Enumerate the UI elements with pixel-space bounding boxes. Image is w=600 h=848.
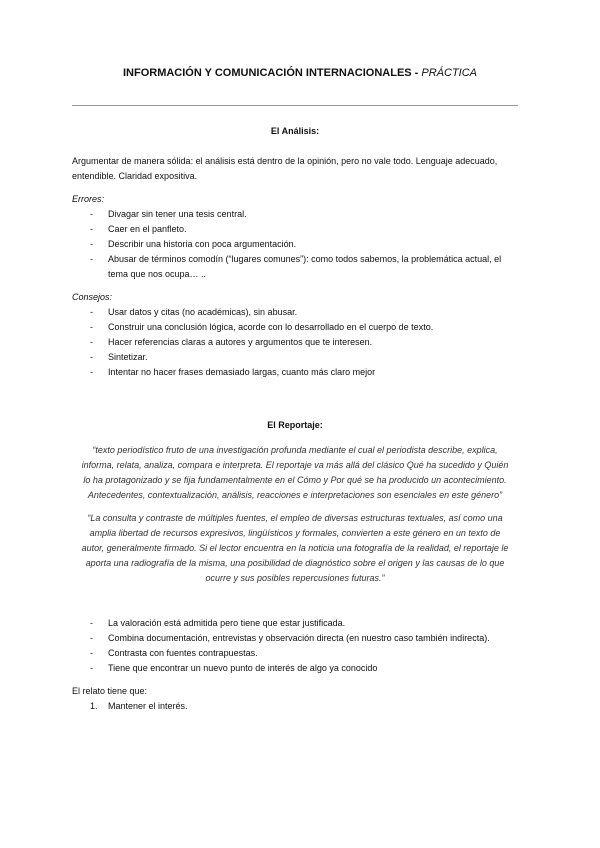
dash-bullet: - [90,663,93,673]
list-item-text: Combina documentación, entrevistas y observación directa (en nuestro caso también indirecta). [108,633,490,643]
reportaje-quote-2: “La consulta y contraste de múltiples fuentes, el empleo de diversas estructuras textuales, así como una amplia libertad de recursos expresivos, lingüísticos y formales, convierten a este género en un texto de autor, generalmente firmado. Si el lector encuentra en la noticia una fotografía de la realidad, el reportaje le aporta una radiografía de la misma, una posibilidad de diagnóstico sobre el origen y las causas de lo que ocurre y sus posibles repercusiones futuras.” [81,513,509,583]
list-item [72,335,518,350]
list-item-text: Contrasta con fuentes contrapuestas. [108,648,258,658]
document-body [72,124,518,714]
dash-bullet: - [90,239,93,249]
reportaje-points-list [72,616,518,676]
document-title [0,66,600,81]
errores-label: Errores: [72,194,105,204]
list-item-text: Usar datos y citas (no académicas), sin abusar. [108,307,298,317]
dash-bullet: - [90,337,93,347]
list-item-text: Divagar sin tener una tesis central. [108,209,247,219]
dash-bullet: - [90,224,93,234]
list-item-text: Construir una conclusión lógica, acorde con lo desarrollado en el cuerpo de texto. [108,322,434,332]
list-item [72,320,518,335]
title-separator: - [411,67,422,79]
dash-bullet: - [90,648,93,658]
list-item [72,237,518,252]
consejos-label: Consejos: [72,292,113,302]
list-item-text: Mantener el interés. [108,701,188,711]
analisis-intro: Argumentar de manera sólida: el análisis está dentro de la opinión, pero no vale todo. Lenguaje adecuado, entendible. Claridad expositiva. [72,156,498,181]
errores-list [72,207,518,282]
analisis-heading: El Análisis: [270,126,320,136]
list-item [72,661,518,676]
dash-bullet: - [90,307,93,317]
list-item [72,350,518,365]
dash-bullet: - [90,618,93,628]
dash-bullet: - [90,322,93,332]
reportaje-heading: El Reportaje: [267,420,323,430]
dash-bullet: - [90,254,93,264]
list-item [72,365,518,380]
list-item [72,222,518,237]
relato-list [72,699,518,714]
consejos-list [72,305,518,380]
list-item [72,252,518,282]
list-item-text: Intentar no hacer frases demasiado largas, cuanto más claro mejor [108,367,376,377]
dash-bullet: - [90,352,93,362]
relato-label: El relato tiene que: [72,686,148,696]
list-number: 1. [90,701,98,711]
title-main: INFORMACIÓN Y COMUNICACIÓN INTERNACIONALES [122,67,412,79]
list-item [72,616,518,631]
list-item [72,305,518,320]
list-item-text: Tiene que encontrar un nuevo punto de interés de algo ya conocido [108,663,378,673]
list-item-text: Describir una historia con poca argumentación. [108,239,297,249]
dash-bullet: - [90,633,93,643]
list-item-text: Sintetizar. [108,352,148,362]
horizontal-rule [72,105,518,106]
list-item [72,646,518,661]
dash-bullet: - [90,209,93,219]
list-item [72,699,518,714]
list-item-text: Hacer referencias claras a autores y argumentos que te interesen. [108,337,373,347]
list-item [72,207,518,222]
dash-bullet: - [90,367,93,377]
list-item [72,631,518,646]
list-item-text: Caer en el panfleto. [108,224,187,234]
list-item-text: Abusar de términos comodín (“lugares comunes”): como todos sabemos, la problemática actual, el tema que nos ocupa… .. [108,254,502,279]
list-item-text: La valoración está admitida pero tiene que estar justificada. [108,618,346,628]
reportaje-quote-1: “texto periodístico fruto de una investigación profunda mediante el cual el periodista describe, explica, informa, relata, analiza, compara e interpreta. El reportaje va más allá del clásico Qué ha sucedido y Quién lo ha protagonizado y se fija fundamentalmente en el Cómo y Por qué se ha producido un acontecimiento. Antecedentes, contextualización, análisis, reacciones e interpretaciones son esenciales en este género” [81,445,509,500]
title-subtitle: PRÁCTICA [421,67,478,79]
